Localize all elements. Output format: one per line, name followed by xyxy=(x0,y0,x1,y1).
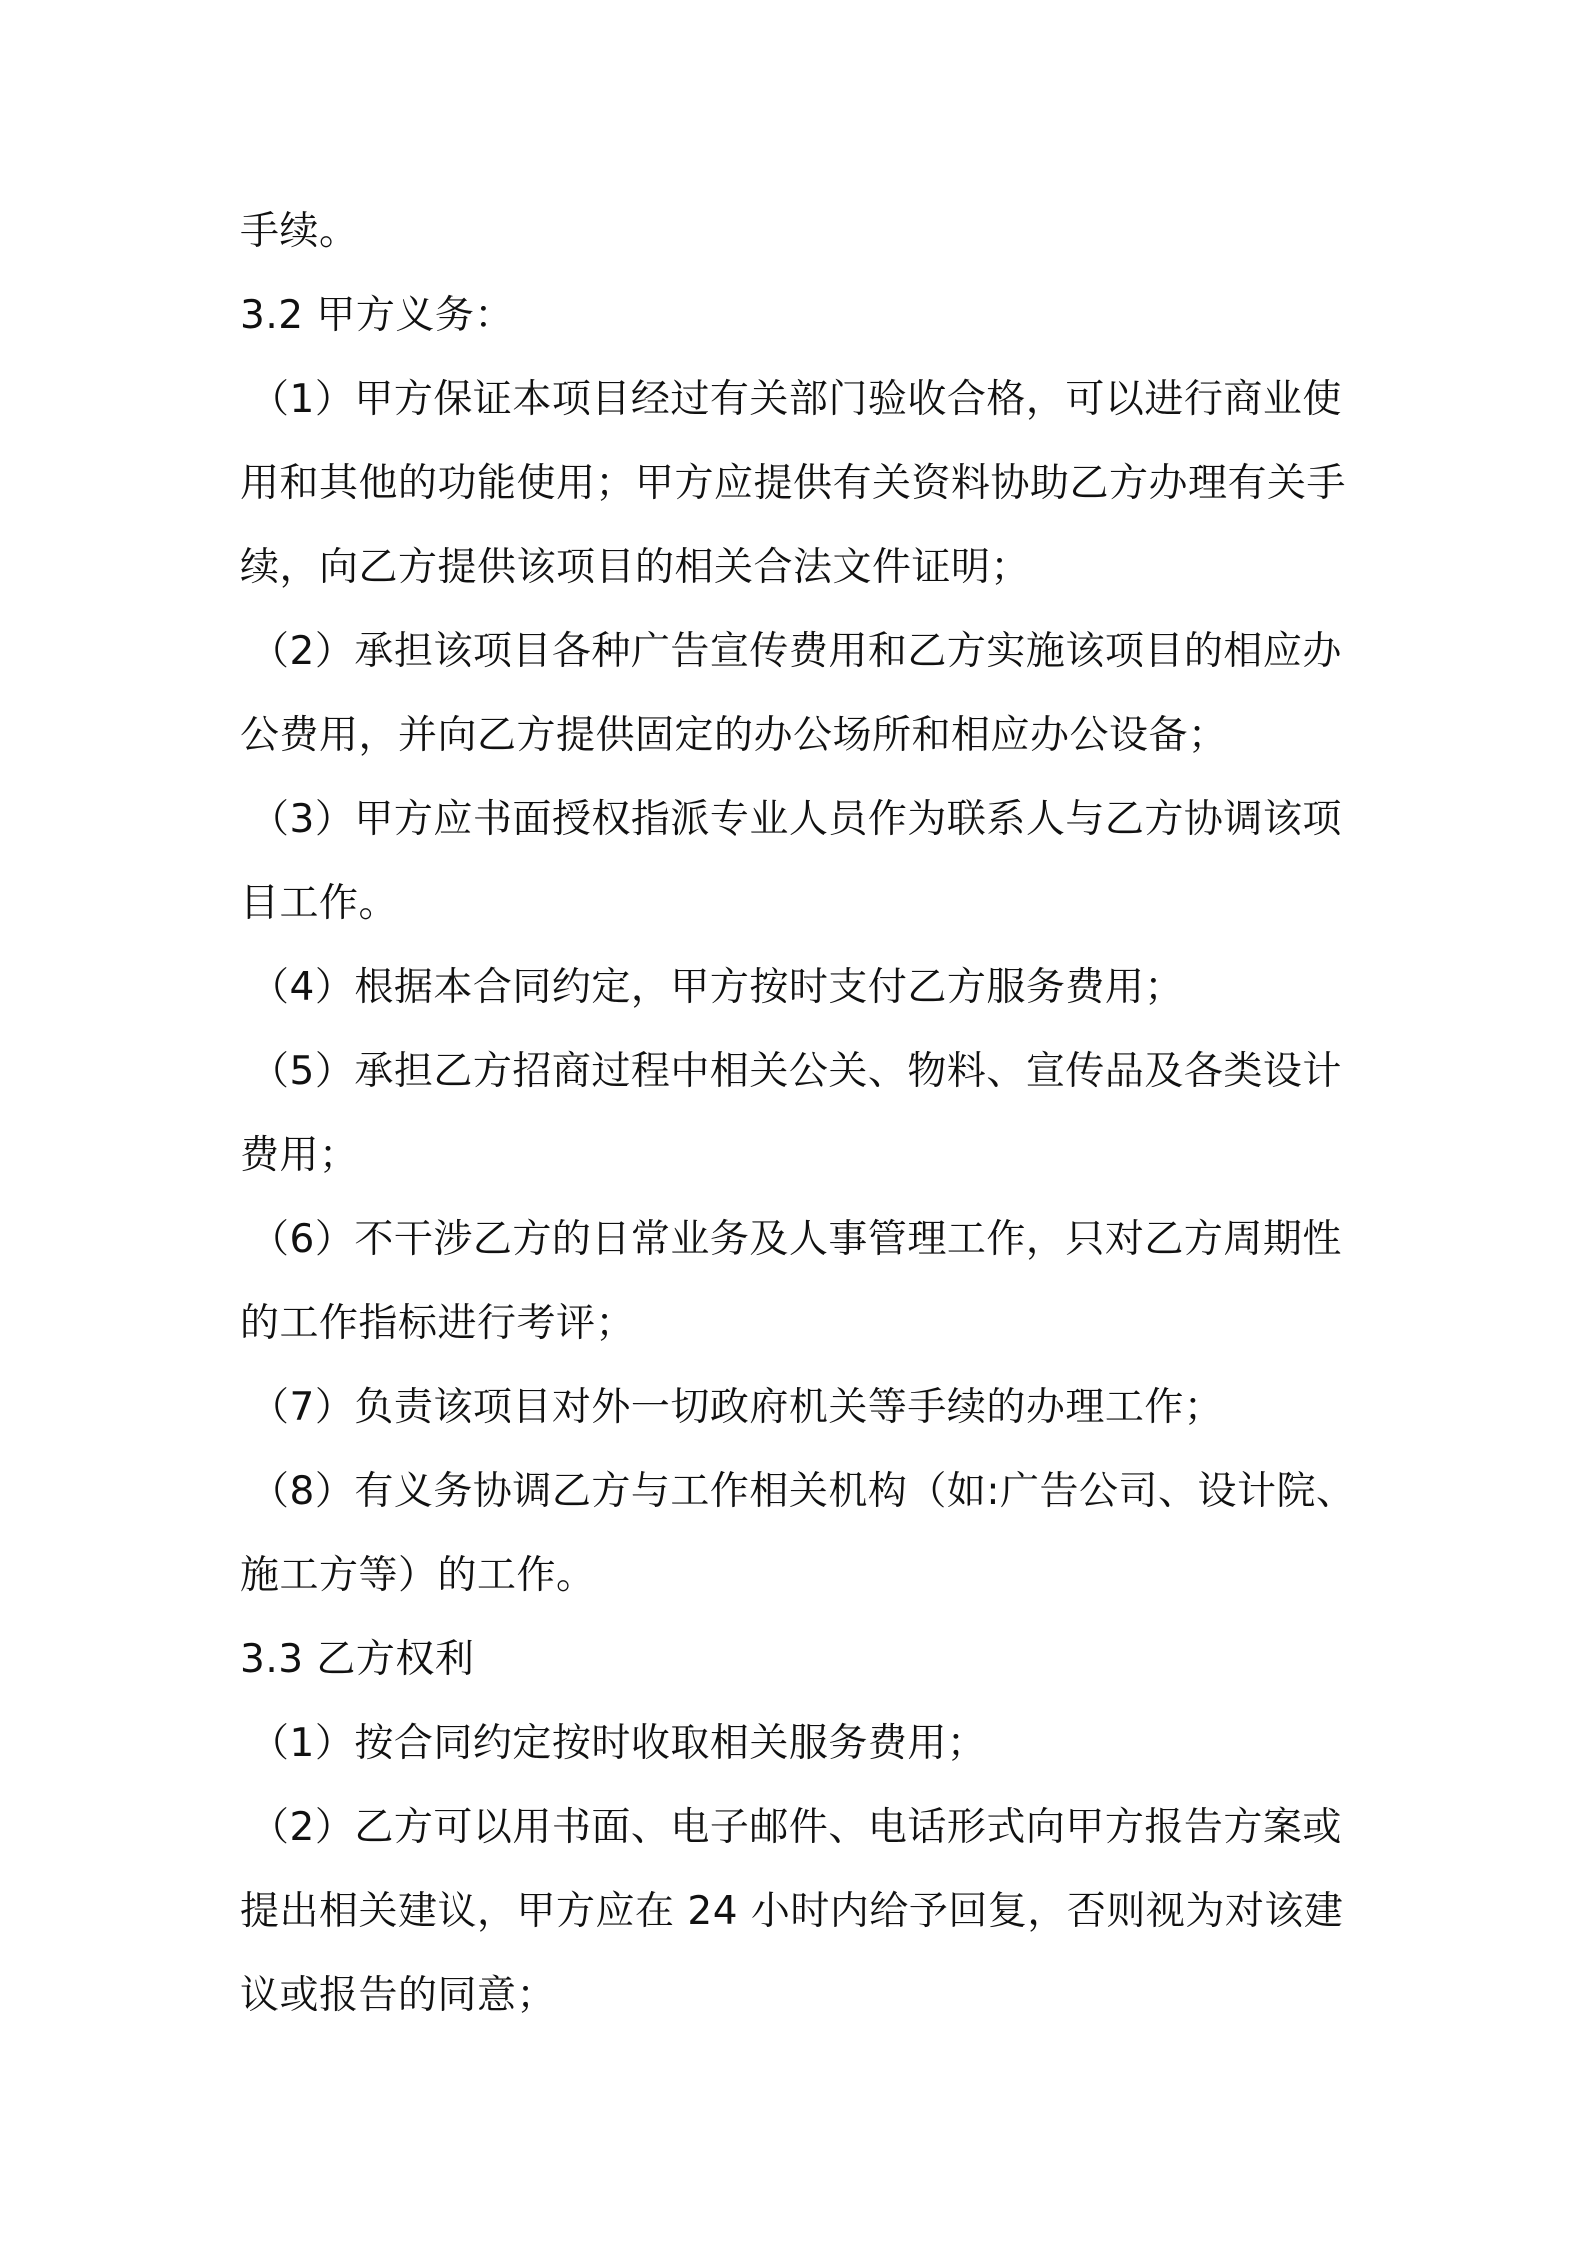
text-line: 手续。 xyxy=(240,209,359,254)
document-page xyxy=(240,190,1360,2038)
list-item: （5）承担乙方招商过程中相关公关、物料、宣传品及各类设计 xyxy=(250,1049,1342,1094)
section-heading: 3.2 甲方义务： xyxy=(240,293,514,338)
list-item: （8）有义务协调乙方与工作相关机构（如:广告公司、设计院、 xyxy=(250,1469,1356,1514)
list-item: （2）承担该项目各种广告宣传费用和乙方实施该项目的相应办 xyxy=(250,629,1342,674)
list-item: （1）按合同约定按时收取相关服务费用； xyxy=(250,1721,987,1766)
text-line: 施工方等）的工作。 xyxy=(240,1553,596,1598)
list-item: （7）负责该项目对外一切政府机关等手续的办理工作； xyxy=(250,1385,1224,1430)
list-item: （3）甲方应书面授权指派专业人员作为联系人与乙方协调该项 xyxy=(250,797,1342,842)
list-item: （2）乙方可以用书面、电子邮件、电话形式向甲方报告方案或 xyxy=(250,1805,1342,1850)
text-line: 公费用，并向乙方提供固定的办公场所和相应办公设备； xyxy=(240,713,1228,758)
text-line: 的工作指标进行考评； xyxy=(240,1301,636,1346)
section-heading: 3.3 乙方权利 xyxy=(240,1637,475,1682)
text-line: 用和其他的功能使用；甲方应提供有关资料协助乙方办理有关手 xyxy=(240,461,1347,506)
text-line: 议或报告的同意； xyxy=(240,1973,557,2018)
text-line: 续，向乙方提供该项目的相关合法文件证明； xyxy=(240,545,1031,590)
text-line: 提出相关建议，甲方应在 24 小时内给予回复，否则视为对该建 xyxy=(240,1889,1344,1934)
list-item: （1）甲方保证本项目经过有关部门验收合格，可以进行商业使 xyxy=(250,377,1342,422)
text-line: 费用； xyxy=(240,1133,359,1178)
list-item: （4）根据本合同约定，甲方按时支付乙方服务费用； xyxy=(250,965,1184,1010)
list-item: （6）不干涉乙方的日常业务及人事管理工作，只对乙方周期性 xyxy=(250,1217,1342,1262)
text-line: 目工作。 xyxy=(240,881,399,926)
